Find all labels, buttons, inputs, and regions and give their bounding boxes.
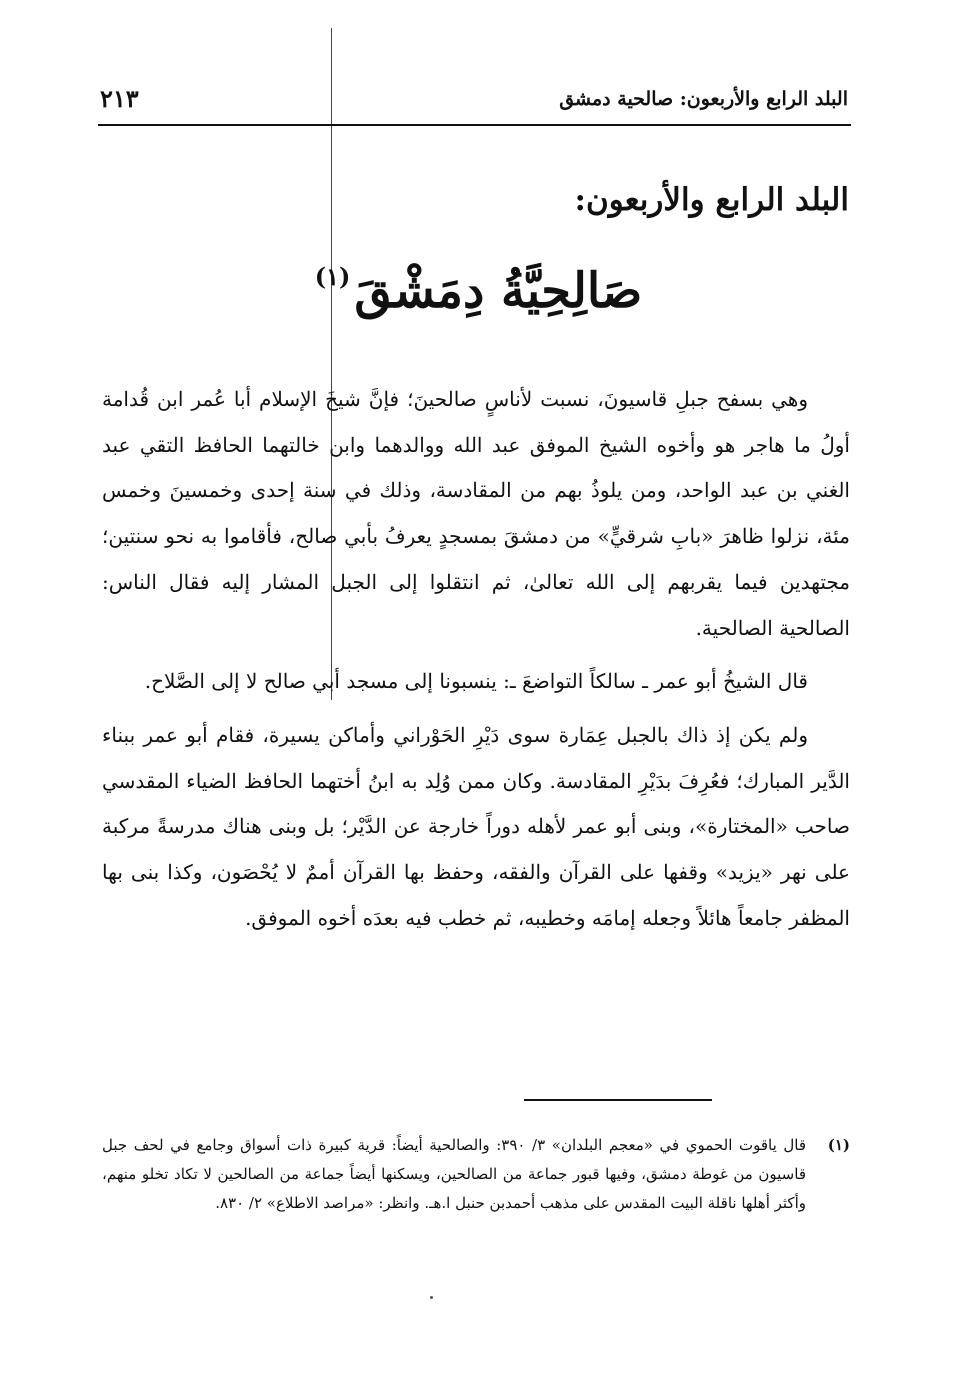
paragraph: وهي بسفح جبلِ قاسيونَ، نسبت لأناسٍ صالحينَ؛ فإنَّ شيخَ الإسلام أبا عُمر ابن قُدامة أولُ ما هاجر هو وأخوه الشيخ الموفق عبد الله ووالدهما وابن خالتهما الحافظ التقي عبد الغني بن عبد الواحد، ومن يلوذُ بهم من المقادسة، وذلك في سنة إحدى وخمسينَ وخمس مئة، نزلوا ظاهرَ «بابِ شرقيٍّ» من دمشقَ بمسجدٍ يعرفُ بأبي صالح، فأقاموا به نحو سنتين؛ مجتهدين فيما يقربهم إلى الله تعالىٰ، ثم انتقلوا إلى الجبل المشار إليه فقال الناس: الصالحية الصالحية.	[102, 387, 850, 640]
chapter-title: صَالِحِيَّةُ دِمَشْقَ	[354, 263, 643, 319]
running-header	[100, 80, 848, 120]
footnote-number: (١)	[827, 1136, 850, 1154]
footnote	[102, 1131, 850, 1218]
header-rule	[98, 124, 851, 126]
chapter-label: البلد الرابع والأربعون:	[574, 182, 849, 218]
page-number: ٢١٣	[100, 84, 139, 113]
paragraph: ولم يكن إذ ذاك بالجبل عِمَارة سوى دَيْرِ الحَوْراني وأماكن يسيرة، فقام أبو عمر ببناء الدَّير المبارك؛ فعُرِفَ بدَيْرِ المقادسة. وكان ممن وُلِد به ابنُ أختهما الحافظ الضياء المقدسي صاحب «المختارة»، وبنى أبو عمر لأهله دوراً خارجة عن الدَّيْر؛ بل وبنى هناك مدرسةً مركبة على نهر «يزيد» وقفها على القرآن والفقه، وحفظ بها القرآن أممٌ لا يُحْصَون، وكذا بنى بها المظفر جامعاً هائلاً وجعله إمامَه وخطيبه، ثم خطب فيه بعدَه أخوه الموفق.	[102, 722, 850, 930]
footnote-reference: (١)	[314, 262, 351, 291]
footnote-text: قال ياقوت الحموي في «معجم البلدان» ٣/ ٣٩٠: والصالحية أيضاً: قرية كبيرة ذات أسواق وجامع في لحف جبل قاسيون من غوطة دمشق، وفيها قبور جماعة من الصالحين، ويسكنها أيضاً جماعة من الصالحين لا تكاد تخلو منهم، وأكثر أهلها ناقلة البيت المقدس على مذهب أحمدبن حنبل ا.هـ. وانظر: «مراصد الاطلاع» ٢/ ٨٣٠.	[102, 1136, 806, 1212]
running-title: البلد الرابع والأربعون: صالحية دمشق	[559, 88, 848, 110]
footnote-separator	[524, 1099, 712, 1101]
scan-speck	[430, 1296, 433, 1299]
paragraph: قال الشيخُ أبو عمر ـ سالكاً التواضعَ ـ: ينسبونا إلى مسجد أبي صالح لا إلى الصَّلاح.	[144, 669, 808, 694]
chapter-title-block	[0, 262, 957, 319]
body-text	[102, 377, 850, 949]
